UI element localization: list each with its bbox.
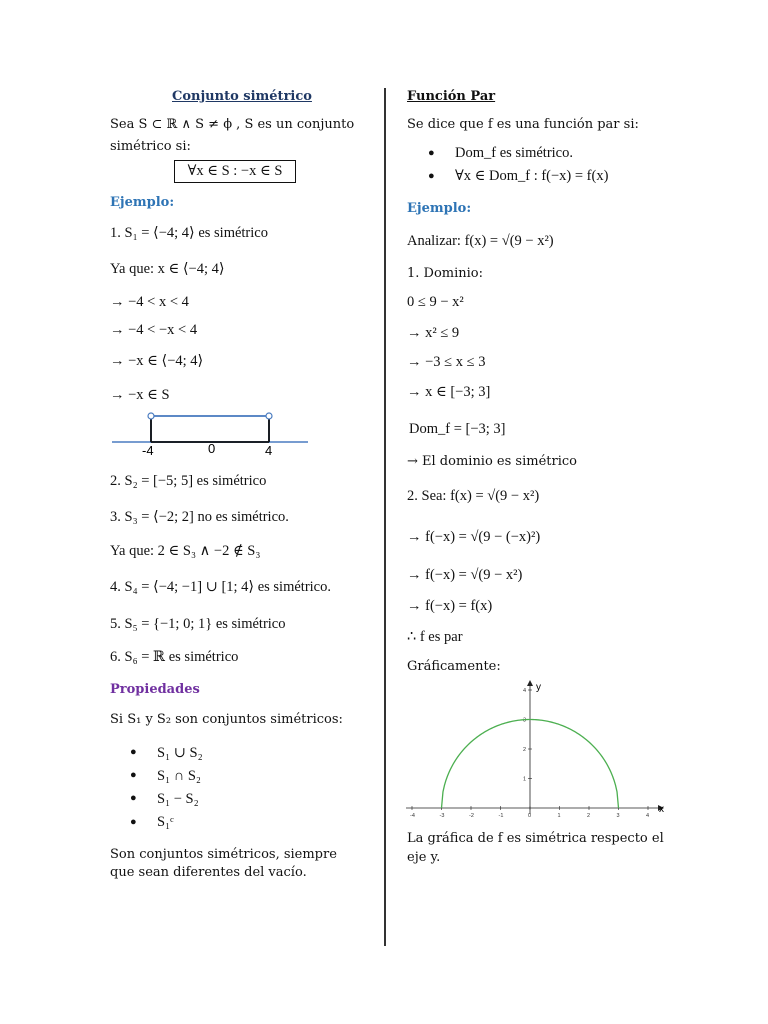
domain-result: Dom_f = [−3; 3] [409,421,506,437]
y-axis-label: y [536,682,541,693]
y-tick-label: 1 [523,776,527,783]
x-tick-label: -4 [410,813,415,819]
left-title: Conjunto simétrico [172,89,312,104]
domain-step-1: 0 ≤ 9 − x² [407,294,464,310]
nl-right-label: 4 [265,443,273,458]
dominio-heading: 1. Dominio: [407,266,484,281]
step-1: → −4 < x < 4 [110,294,189,310]
bullet-icon: ● [130,816,137,828]
right-example-heading: Ejemplo: [407,201,472,216]
condition-2: ∀x ∈ Dom_f : f(−x) = f(x) [455,168,609,184]
properties-intro: Si S₁ y S₂ son conjuntos simétricos: [110,712,343,727]
domain-step-3: → −3 ≤ x ≤ 3 [407,354,486,370]
example-4: 4. S₄ = ⟨−4; −1] ∪ [1; 4⟩ es simétrico. [110,579,331,595]
bullet-icon: ● [428,170,435,182]
bullet-icon: ● [130,746,137,758]
intro-line-1: Sea S ⊂ ℝ ∧ S ≠ ϕ , S es un conjunto [110,117,355,132]
right-title: Función Par [407,89,496,104]
substitution-2: → f(−x) = √(9 − x²) [407,567,523,583]
property-difference: S₁ − S₂ [157,791,199,807]
domain-symmetric: → El dominio es simétrico [407,454,577,469]
domain-step-4: → x ∈ [−3; 3] [407,384,491,400]
definition-box: ∀x ∈ S : −x ∈ S [174,160,296,183]
properties-heading: Propiedades [110,682,200,697]
step-3: → −x ∈ ⟨−4; 4⟩ [110,353,204,369]
right-intro: Se dice que f es una función par si: [407,117,639,132]
graph-heading: Gráficamente: [407,659,501,674]
y-axis-arrow [527,680,533,686]
sea-line: 2. Sea: f(x) = √(9 − x²) [407,488,540,504]
nl-left-label: -4 [142,443,154,458]
example-2: 2. S₂ = [−5; 5] es simétrico [110,473,267,489]
left-example-heading: Ejemplo: [110,195,175,210]
x-tick-label: -3 [439,813,445,819]
final-line-1: La gráfica de f es simétrica respecto el [407,831,664,846]
x-tick-label: -2 [469,813,474,819]
substitution-3: → f(−x) = f(x) [407,598,493,614]
x-tick-label: 1 [557,813,561,819]
conclusion-line-2: que sean diferentes del vacío. [110,865,307,880]
bullet-icon: ● [130,792,137,804]
column-divider [384,88,386,946]
bullet-icon: ● [428,147,435,159]
y-tick-label: 4 [523,688,527,694]
nl-center-label: 0 [208,441,216,456]
step-4: → −x ∈ S [110,387,170,403]
property-complement: S₁ᶜ [157,814,174,830]
bullet-icon: ● [130,769,137,781]
example-5: 5. S₅ = {−1; 0; 1} es simétrico [110,616,286,632]
analyze-line: Analizar: f(x) = √(9 − x²) [407,233,554,249]
x-tick-label: 2 [587,813,591,819]
open-endpoint-right [266,413,272,419]
number-line [108,406,314,458]
x-tick-label: 4 [646,813,650,819]
domain-step-2: → x² ≤ 9 [407,325,460,341]
intro-line-2: simétrico si: [110,139,191,154]
example-6: 6. S₆ = ℝ es simétrico [110,649,239,665]
substitution-1: → f(−x) = √(9 − (−x)²) [407,529,541,545]
interval-bracket [151,416,269,442]
semicircle-graph [400,676,670,826]
condition-1: Dom_f es simétrico. [455,145,573,161]
final-line-2: eje y. [407,850,441,865]
y-tick-label: 2 [523,747,527,753]
x-tick-label: 0 [528,813,532,819]
ya-que-1: Ya que: x ∈ ⟨−4; 4⟩ [110,261,225,277]
x-axis-label: x [659,804,664,815]
property-union: S₁ ∪ S₂ [157,745,203,761]
property-intersection: S₁ ∩ S₂ [157,768,201,784]
therefore-line: ∴ f es par [407,629,463,645]
ya-que-3: Ya que: 2 ∈ S₃ ∧ −2 ∉ S₃ [110,543,261,559]
y-tick-label: 3 [523,717,527,724]
conclusion-line-1: Son conjuntos simétricos, siempre [110,847,337,862]
example-3: 3. S₃ = ⟨−2; 2] no es simétrico. [110,509,289,525]
example-1: 1. S₁ = ⟨−4; 4⟩ es simétrico [110,225,268,241]
open-endpoint-left [148,413,154,419]
x-tick-label: 3 [616,813,620,819]
step-2: → −4 < −x < 4 [110,322,198,338]
x-tick-label: -1 [498,813,504,819]
